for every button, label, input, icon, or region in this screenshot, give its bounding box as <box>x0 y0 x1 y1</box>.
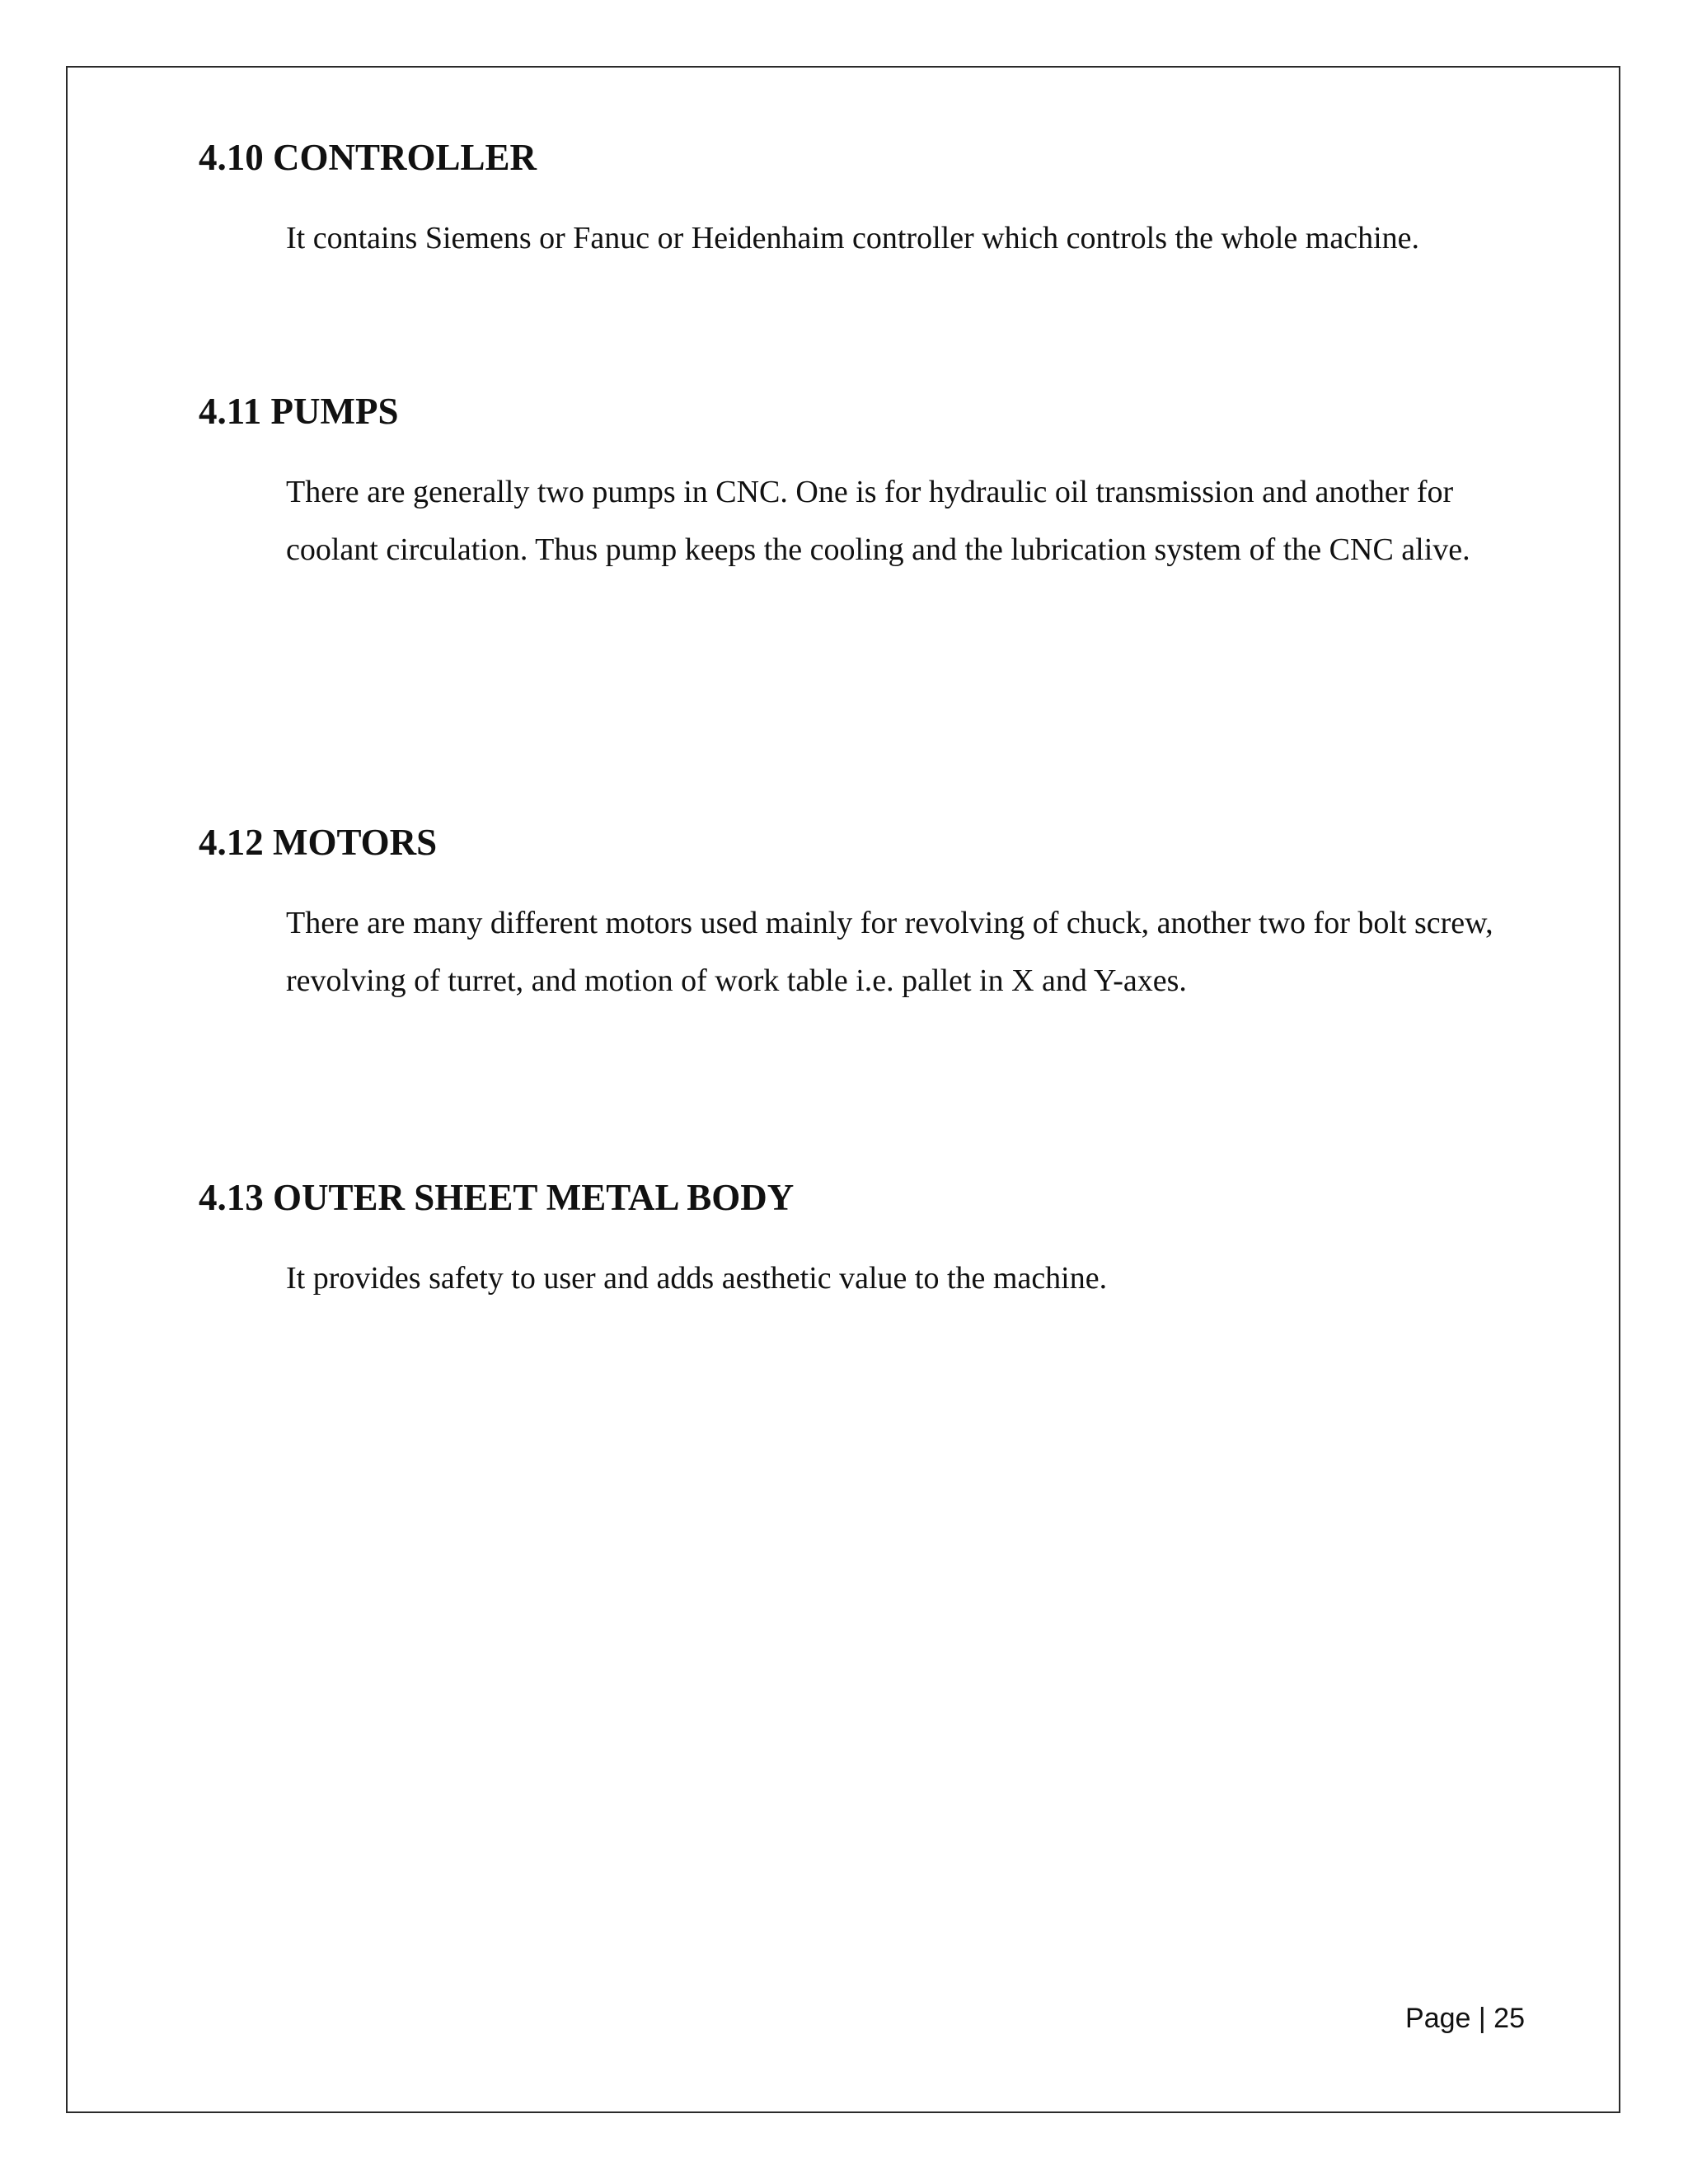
section-heading: 4.10 CONTROLLER <box>199 137 537 178</box>
section-heading: 4.12 MOTORS <box>199 822 438 863</box>
section-outer-sheet-metal-body <box>199 1175 1517 1307</box>
section-body: There are many different motors used mainly for revolving of chuck, another two for bolt screw, revolving of turret, and motion of work table i.e. pallet in X and Y-axes. <box>286 906 1493 998</box>
section-pumps <box>199 389 1517 579</box>
section-body: It provides safety to user and adds aesthetic value to the machine. <box>286 1261 1108 1296</box>
section-heading: 4.13 OUTER SHEET METAL BODY <box>199 1177 795 1218</box>
page-number: Page | 25 <box>1405 2003 1525 2034</box>
section-heading: 4.11 PUMPS <box>199 391 399 432</box>
section-controller <box>199 135 1517 267</box>
section-motors <box>199 820 1517 1010</box>
section-body: It contains Siemens or Fanuc or Heidenhaim controller which controls the whole machine. <box>286 221 1420 255</box>
section-body: There are generally two pumps in CNC. One is for hydraulic oil transmission and another for coolant circulation. Thus pump keeps the cooling and the lubrication system of the CNC alive. <box>286 475 1470 567</box>
page-border <box>66 66 1620 2113</box>
